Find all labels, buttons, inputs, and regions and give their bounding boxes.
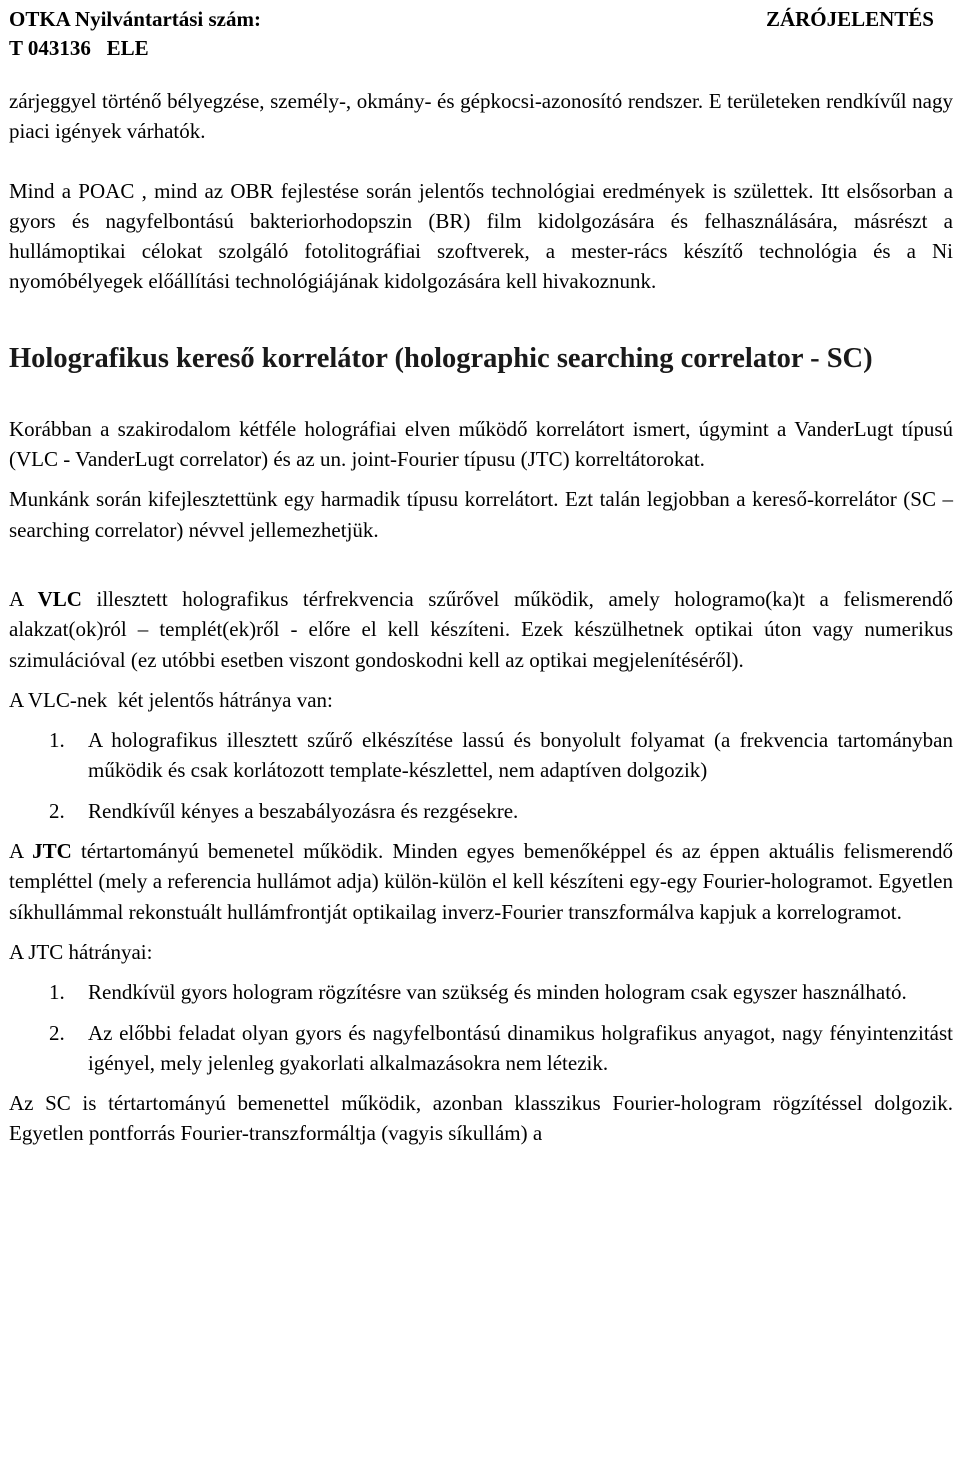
list-item [9,977,953,1007]
list-text: Az előbbi feladat olyan gyors és nagyfelbontású dinamikus holgrafikus anyagot, nagy fényintenzitást igényel, mely jelenleg gyakorlati alkalmazásokra nem létezik. [88,1020,953,1075]
list-text: Rendkívül gyors hologram rögzítésre van szükség és minden hologram csak egyszer használható. [88,980,907,1005]
paragraph-correlator-types: Korábban a szakirodalom kétféle holográfiai elven működő korrelátort ismert, úgymint a VanderLugt típusú (VLC - VanderLugt correlator) és az un. joint-Fourier típusu (JTC) korreltátorokat. [9,416,953,472]
jtc-drawbacks-list [9,977,953,1078]
registration-label: OTKA Nyilvántartási szám: [9,7,261,31]
list-item [9,1018,953,1079]
list-item [9,796,953,826]
list-number: 1. [49,728,65,753]
jtc-term: JTC [32,839,72,864]
vlc-drawbacks-list [9,725,953,826]
jtc-text: tértartományú bemenetel működik. Minden egyes bemenőképpel és az éppen aktuális felismerendő templéttel (mely a referencia hullámot adja) külön-külön el kell készíteni egy-egy Fourier-hologramot. Egyetlen síkhullámmal rekonstuált hullámfrontját optikailag inverz-Fourier transzformálva kapjuk a korrelogramot. [9,839,953,924]
registration-number: T 043136 ELE [9,36,149,60]
vlc-term: VLC [37,586,82,611]
header-left [9,5,261,63]
list-number: 1. [49,980,65,1005]
paragraph-vlc-drawbacks-intro: A VLC-nek két jelentős hátránya van: [9,687,333,712]
list-number: 2. [49,1020,65,1045]
paragraph-searching-correlator: Munkánk során kifejlesztettünk egy harmadik típusu korrelátort. Ezt talán legjobban a kereső-korrelátor (SC – searching correlator) névvel jellemezhetjük. [9,487,953,542]
paragraph-sc-description: Az SC is tértartományú bemenettel működik, azonban klasszikus Fourier-hologram rögzítéssel dolgozik. Egyetlen pontforrás Fourier-transzformáltja (vagyis síkullám) a [9,1091,953,1146]
list-text: Rendkívűl kényes a beszabályozásra és rezgésekre. [88,798,519,823]
list-text: A holografikus illesztett szűrő elkészítése lassú és bonyolult folyamat (a frekvencia tartományban működik és csak korlátozott template-készlettel, nem adaptíven dolgozik) [88,728,953,783]
document-body [9,86,953,1149]
vlc-text: illesztett holografikus térfrekvencia szűrővel működik, amely hologramo(ka)t a felismerendő alakzat(ok)ról – templét(ek)ről - előre el kell készíteni. Ezek készülhetnek optikai úton vagy numerikus szimulációval (ez utóbbi esetben viszont gondoskodni kell az optikai megjelenítéséről). [9,586,954,672]
section-title: Holografikus kereső korrelátor (holographic searching correlator - SC) [9,342,873,374]
paragraph-market-demand: zárjeggyel történő bélyegzése, személy-, okmány- és gépkocsi-azonosító rendszer. E területeken rendkívűl nagy piaci igények várhatók. [9,89,953,144]
vlc-lead: A [9,586,24,611]
paragraph-vlc-description [9,584,953,675]
jtc-lead: A [9,839,24,864]
list-item [9,725,953,786]
list-number: 2. [49,798,65,823]
report-type: ZÁRÓJELENTÉS [765,7,934,31]
paragraph-jtc-drawbacks-intro: A JTC hátrányai: [9,939,153,964]
paragraph-jtc-description [9,836,953,927]
paragraph-technology-results: Mind a POAC , mind az OBR fejlestése során jelentős technológiai eredmények is születtek. Itt elsősorban a gyors és nagyfelbontású bakteriorhodopszin (BR) film kidolgozására és felhasználására, másrészt a hullámoptikai célokat szolgáló fotolitográfiai szoftverek, a mester-rács készítő technológia és a Ni nyomóbélyegek előállítási technológiájának kidolgozására kell hivakoznunk. [9,178,953,294]
